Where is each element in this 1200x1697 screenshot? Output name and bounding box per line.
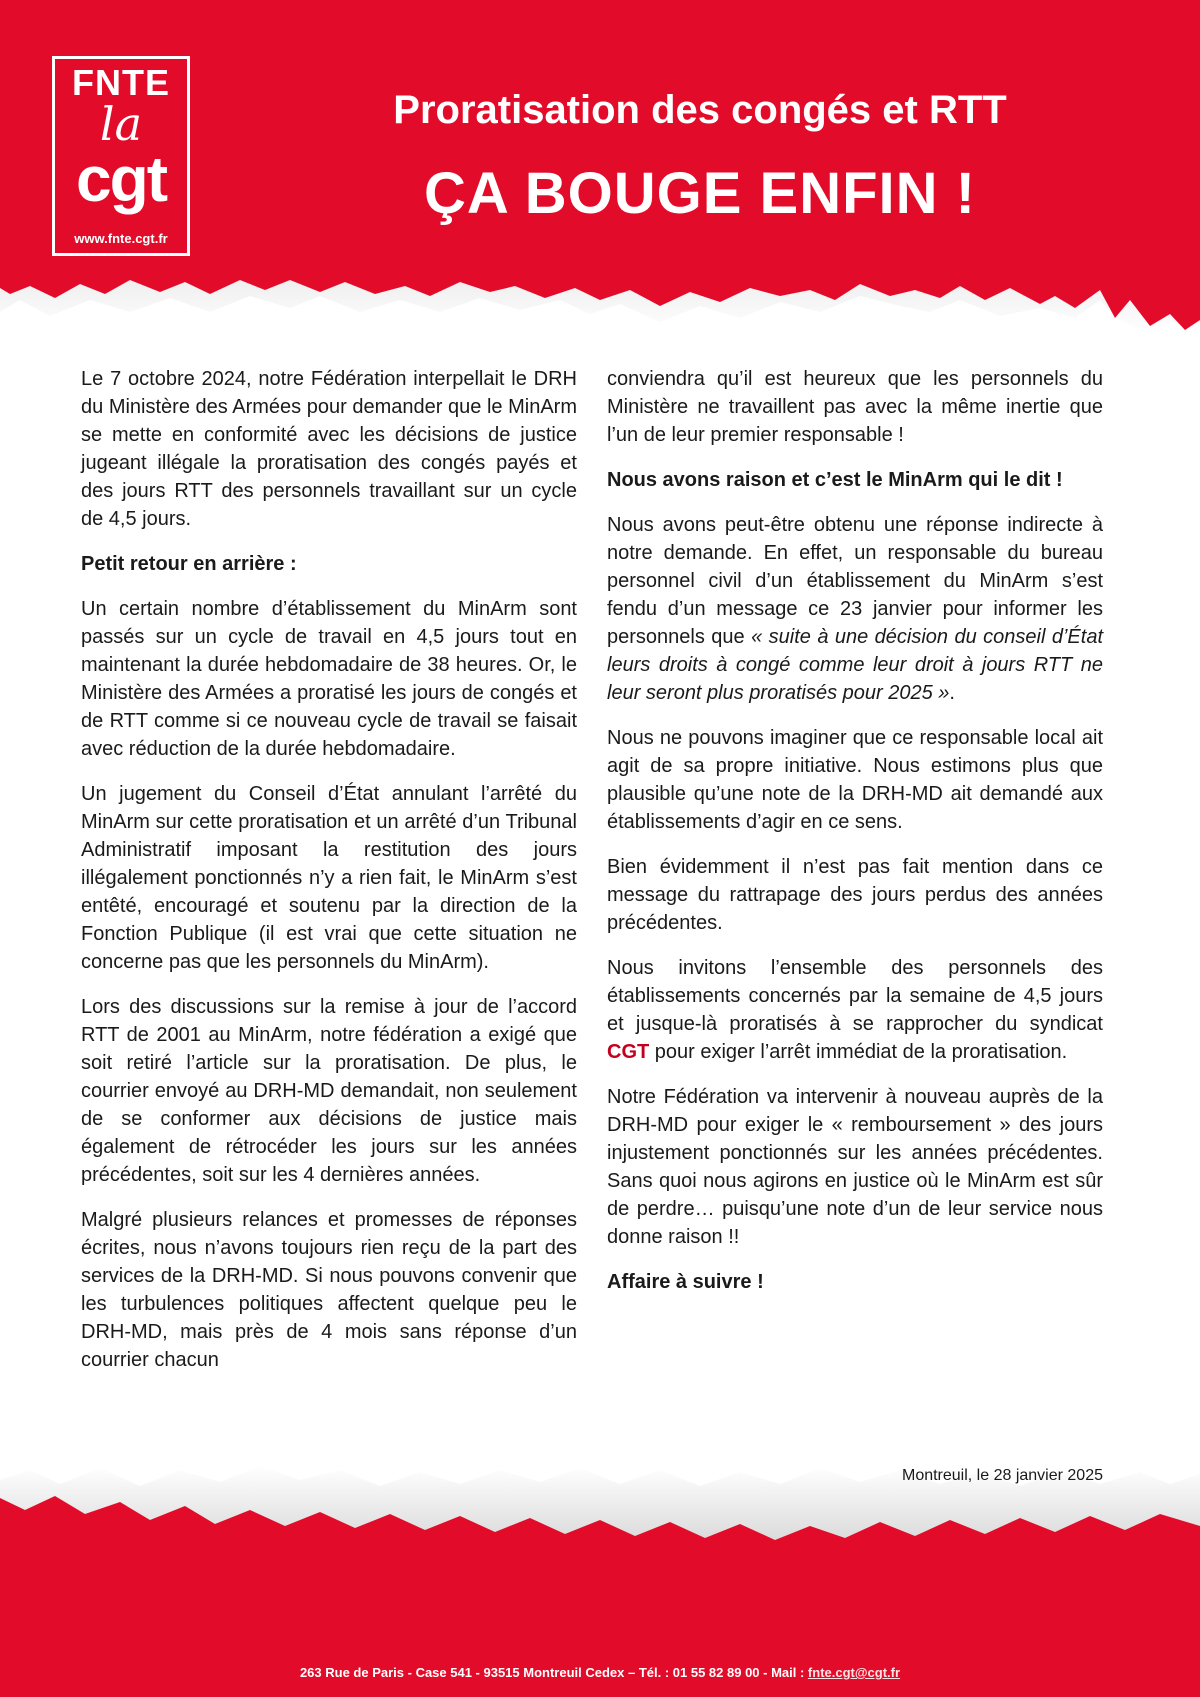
paragraph: Bien évidemment il n’est pas fait mention dans ce message du rattrapage des jours perdus des années précédentes. (607, 856, 1103, 934)
left-column (81, 365, 577, 1391)
logo-la-text: la (99, 97, 143, 151)
paragraph-text: Nous avons peut-être obtenu une réponse indirecte à notre demande. En effet, un responsable du bureau personnel civil d’un établissement du MinArm s’est fendu d’un message ce 23 janvier pour informer les personnels que (607, 514, 1103, 648)
logo-cgt-text: cgt (76, 143, 166, 215)
footer-address: 263 Rue de Paris - Case 541 - 93515 Montreuil Cedex – Tél. : 01 55 82 89 00 - Mail : (299, 1665, 808, 1680)
paragraph: Un jugement du Conseil d’État annulant l’arrêté du MinArm sur cette proratisation et un arrêté d’un Tribunal Administratif imposant la restitution des jours illégalement ponctionnés n’y a rien fait, le MinArm s’est entêté, encouragé et soutenu par la direction de la Fonction Publique (il est vrai que cette situation ne concerne pas que les personnels du MinArm). (81, 783, 577, 973)
paragraph: Notre Fédération va intervenir à nouveau auprès de la DRH-MD pour exiger le « remboursement » des jours injustement ponctionnés sur les années précédentes. Sans quoi nous agirons en justice où le MinArm est sûr de perdre… puisqu’une note d’un de leur service nous donne raison !! (607, 1086, 1103, 1248)
logo-url[interactable]: www.fnte.cgt.fr (74, 231, 168, 246)
logo-fnte-text: FNTE (72, 62, 170, 103)
section-heading: Nous avons raison et c’est le MinArm qui le dit ! (607, 469, 1063, 491)
footer-contact (0, 1665, 1200, 1680)
fnte-cgt-logo[interactable] (52, 56, 190, 256)
paragraph-text: pour exiger l’arrêt immédiat de la proratisation. (649, 1041, 1068, 1063)
paragraph: Un certain nombre d’établissement du MinArm sont passés sur un cycle de travail en 4,5 jours tout en maintenant la durée hebdomadaire de 38 heures. Or, le Ministère des Armées a proratisé les jours de congés et de RTT comme si ce nouveau cycle de travail se faisait avec réduction de la durée hebdomadaire. (81, 598, 577, 760)
page-title: ÇA BOUGE ENFIN ! (424, 161, 976, 226)
section-heading: Affaire à suivre ! (607, 1271, 764, 1293)
signature-date: Montreuil, le 28 janvier 2025 (901, 1467, 1103, 1484)
quote-text: « suite à une décision du conseil d’État leurs droits à congé comme leur droit à jours RTT ne leur seront plus proratisés pour 2025 » (607, 626, 1103, 704)
paragraph-text: . (949, 682, 955, 704)
paragraph (607, 511, 1103, 707)
paragraph: Lors des discussions sur la remise à jour de l’accord RTT de 2001 au MinArm, notre fédération a exigé que soit retiré l’article sur la proratisation. De plus, le courrier envoyé au DRH-MD demandait, non seulement de se conformer aux décisions de justice mais également de rétrocéder les jours sur les années précédentes, soit sur les 4 dernières années. (81, 996, 577, 1186)
paragraph: Nous ne pouvons imaginer que ce responsable local ait agit de sa propre initiative. Nous estimons plus que plausible qu’une note de la DRH-MD ait demandé aux établissements d’agir en ce sens. (607, 727, 1103, 833)
paragraph: Malgré plusieurs relances et promesses de réponses écrites, nous n’avons toujours rien reçu de la part des services de la DRH-MD. Si nous pouvons convenir que les turbulences politiques affectent quelque peu le DRH-MD, mais près de 4 mois sans réponse d’un courrier chacun (81, 1209, 577, 1371)
cgt-highlight: CGT (607, 1041, 650, 1063)
footer-mail-link[interactable]: fnte.cgt@cgt.fr (807, 1665, 901, 1680)
paragraph: conviendra qu’il est heureux que les personnels du Ministère ne travaillent pas avec la même inertie que l’un de leur premier responsable ! (607, 368, 1103, 446)
paragraph: Le 7 octobre 2024, notre Fédération interpellait le DRH du Ministère des Armées pour demander que le MinArm se mette en conformité avec les décisions de justice jugeant illégale la proratisation des congés payés et des jours RTT des personnels travaillant sur un cycle de 4,5 jours. (81, 368, 577, 530)
page-subtitle: Proratisation des congés et RTT (393, 88, 1007, 132)
paragraph (607, 954, 1103, 1066)
paragraph-text: Nous invitons l’ensemble des personnels des établissements concernés par la semaine de 4,5 jours et jusque-là proratisés à se rapprocher du syndicat (607, 957, 1103, 1035)
right-column (607, 365, 1103, 1313)
section-heading: Petit retour en arrière : (81, 553, 297, 575)
